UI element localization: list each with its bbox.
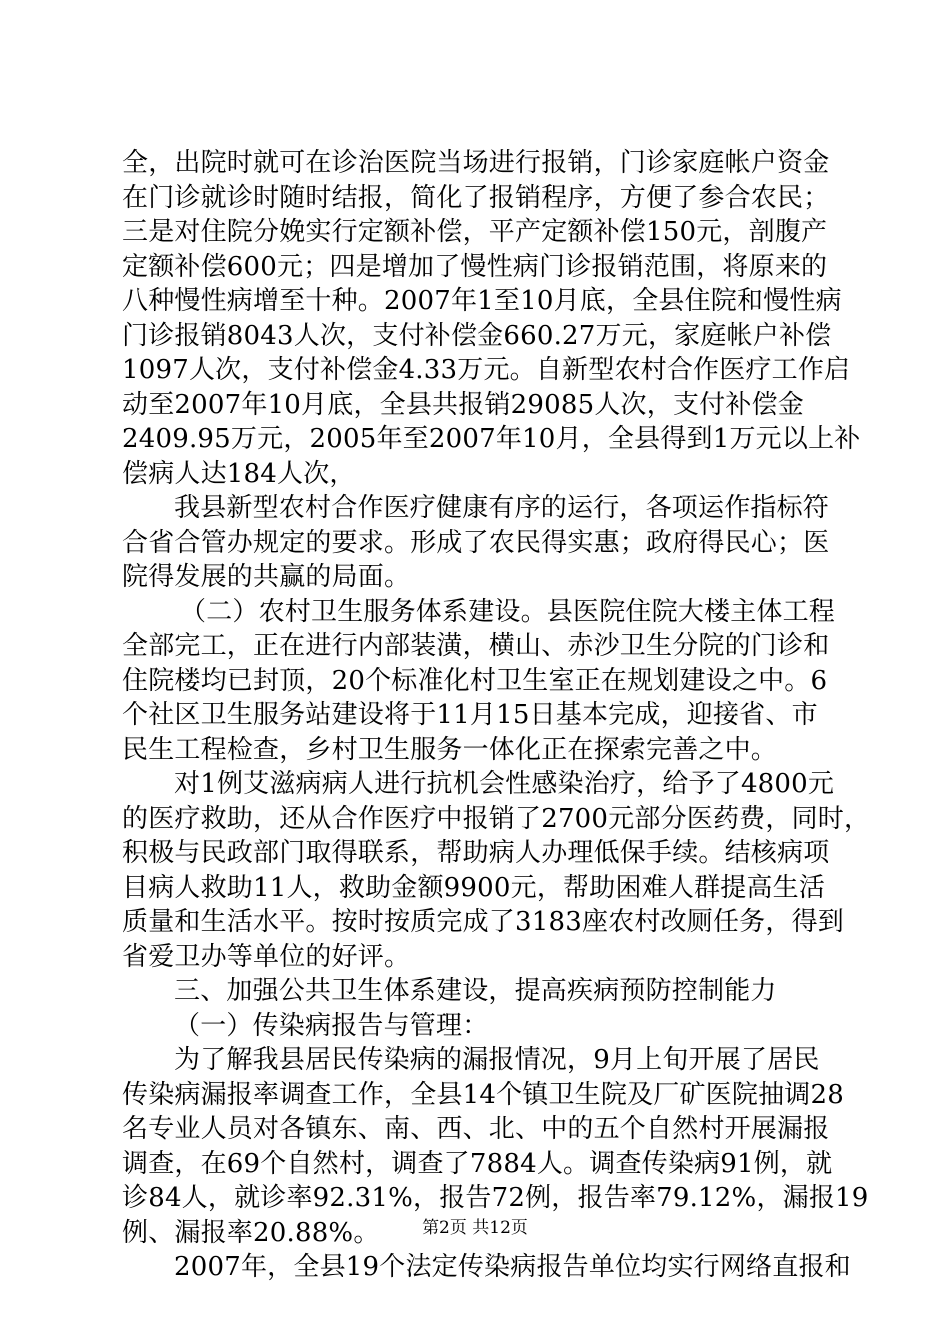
text-line: 三是对住院分娩实行定额补偿，平产定额补偿150元，剖腹产 (122, 217, 828, 247)
text-line: 1097人次，支付补偿金4.33万元。自新型农村合作医疗工作启 (122, 355, 851, 385)
page-number-footer: 第2页 共12页 (422, 1218, 528, 1238)
text-line: 定额补偿600元；四是增加了慢性病门诊报销范围，将原来的 (122, 251, 828, 282)
text-line: 八种慢性病增至十种。2007年1至10月底，全县住院和慢性病 (122, 286, 842, 316)
paragraph-first-line: 对1例艾滋病病人进行抗机会性感染治疗，给予了4800元 (174, 769, 835, 799)
text-line: 省爱卫办等单位的好评。 (122, 941, 411, 972)
text-line: 全部完工，正在进行内部装潢，横山、赤沙卫生分院的门诊和 (122, 631, 830, 661)
paragraph-first-line: 我县新型农村合作医疗健康有序的运行，各项运作指标符 (174, 493, 830, 523)
text-line: 传染病漏报率调查工作，全县14个镇卫生院及厂矿医院抽调28 (122, 1079, 844, 1110)
text-line: 在门诊就诊时随时结报，简化了报销程序，方便了参合农民； (122, 182, 830, 213)
text-line: 动至2007年10月底，全县共报销29085人次，支付补偿金 (122, 389, 804, 420)
text-line: 例、漏报率20.88%。 (122, 1217, 380, 1248)
text-line: 2409.95万元，2005年至2007年10月，全县得到1万元以上补 (122, 424, 861, 454)
text-line: 诊84人，就诊率92.31%，报告72例，报告率79.12%，漏报19 (122, 1183, 869, 1213)
text-line: 门诊报销8043人次，支付补偿金660.27万元，家庭帐户补偿 (122, 320, 832, 351)
text-line: 偿病人达184人次， (122, 458, 356, 489)
text-line: 民生工程检查，乡村卫生服务一体化正在探索完善之中。 (122, 734, 778, 765)
text-line: 目病人救助11人，救助金额9900元，帮助困难人群提高生活 (122, 872, 826, 903)
document-body (122, 146, 871, 1285)
text-line: 积极与民政部门取得联系，帮助病人办理低保手续。结核病项 (122, 838, 830, 868)
section-heading: 三、加强公共卫生体系建设，提高疾病预防控制能力 (174, 976, 777, 1006)
text-line: 住院楼均已封顶，20个标准化村卫生室正在规划建设之中。6 (122, 665, 828, 696)
text-line: 合省合管办规定的要求。形成了农民得实惠；政府得民心；医 (122, 527, 830, 558)
text-line: 院得发展的共赢的局面。 (122, 562, 411, 592)
paragraph-first-line: 为了解我县居民传染病的漏报情况，9月上旬开展了居民 (174, 1045, 820, 1075)
text-line: 名专业人员对各镇东、南、西、北、中的五个自然村开展漏报 (122, 1114, 830, 1144)
text-line: 质量和生活水平。按时按质完成了3183座农村改厕任务，得到 (122, 907, 844, 937)
subsection-heading: （一）传染病报告与管理： (174, 1010, 489, 1041)
text-line: 个社区卫生服务站建设将于11月15日基本完成，迎接省、市 (122, 700, 818, 730)
paragraph-first-line: 2007年，全县19个法定传染病报告单位均实行网络直报和 (174, 1252, 851, 1282)
text-line: 的医疗救助，还从合作医疗中报销了2700元部分医药费，同时， (122, 803, 871, 834)
section-heading: （二）农村卫生服务体系建设。县医院住院大楼主体工程 (180, 596, 836, 627)
text-line: 全，出院时就可在诊治医院当场进行报销，门诊家庭帐户资金 (122, 148, 830, 178)
text-line: 调查，在69个自然村，调查了7884人。调查传染病91例，就 (122, 1148, 833, 1179)
